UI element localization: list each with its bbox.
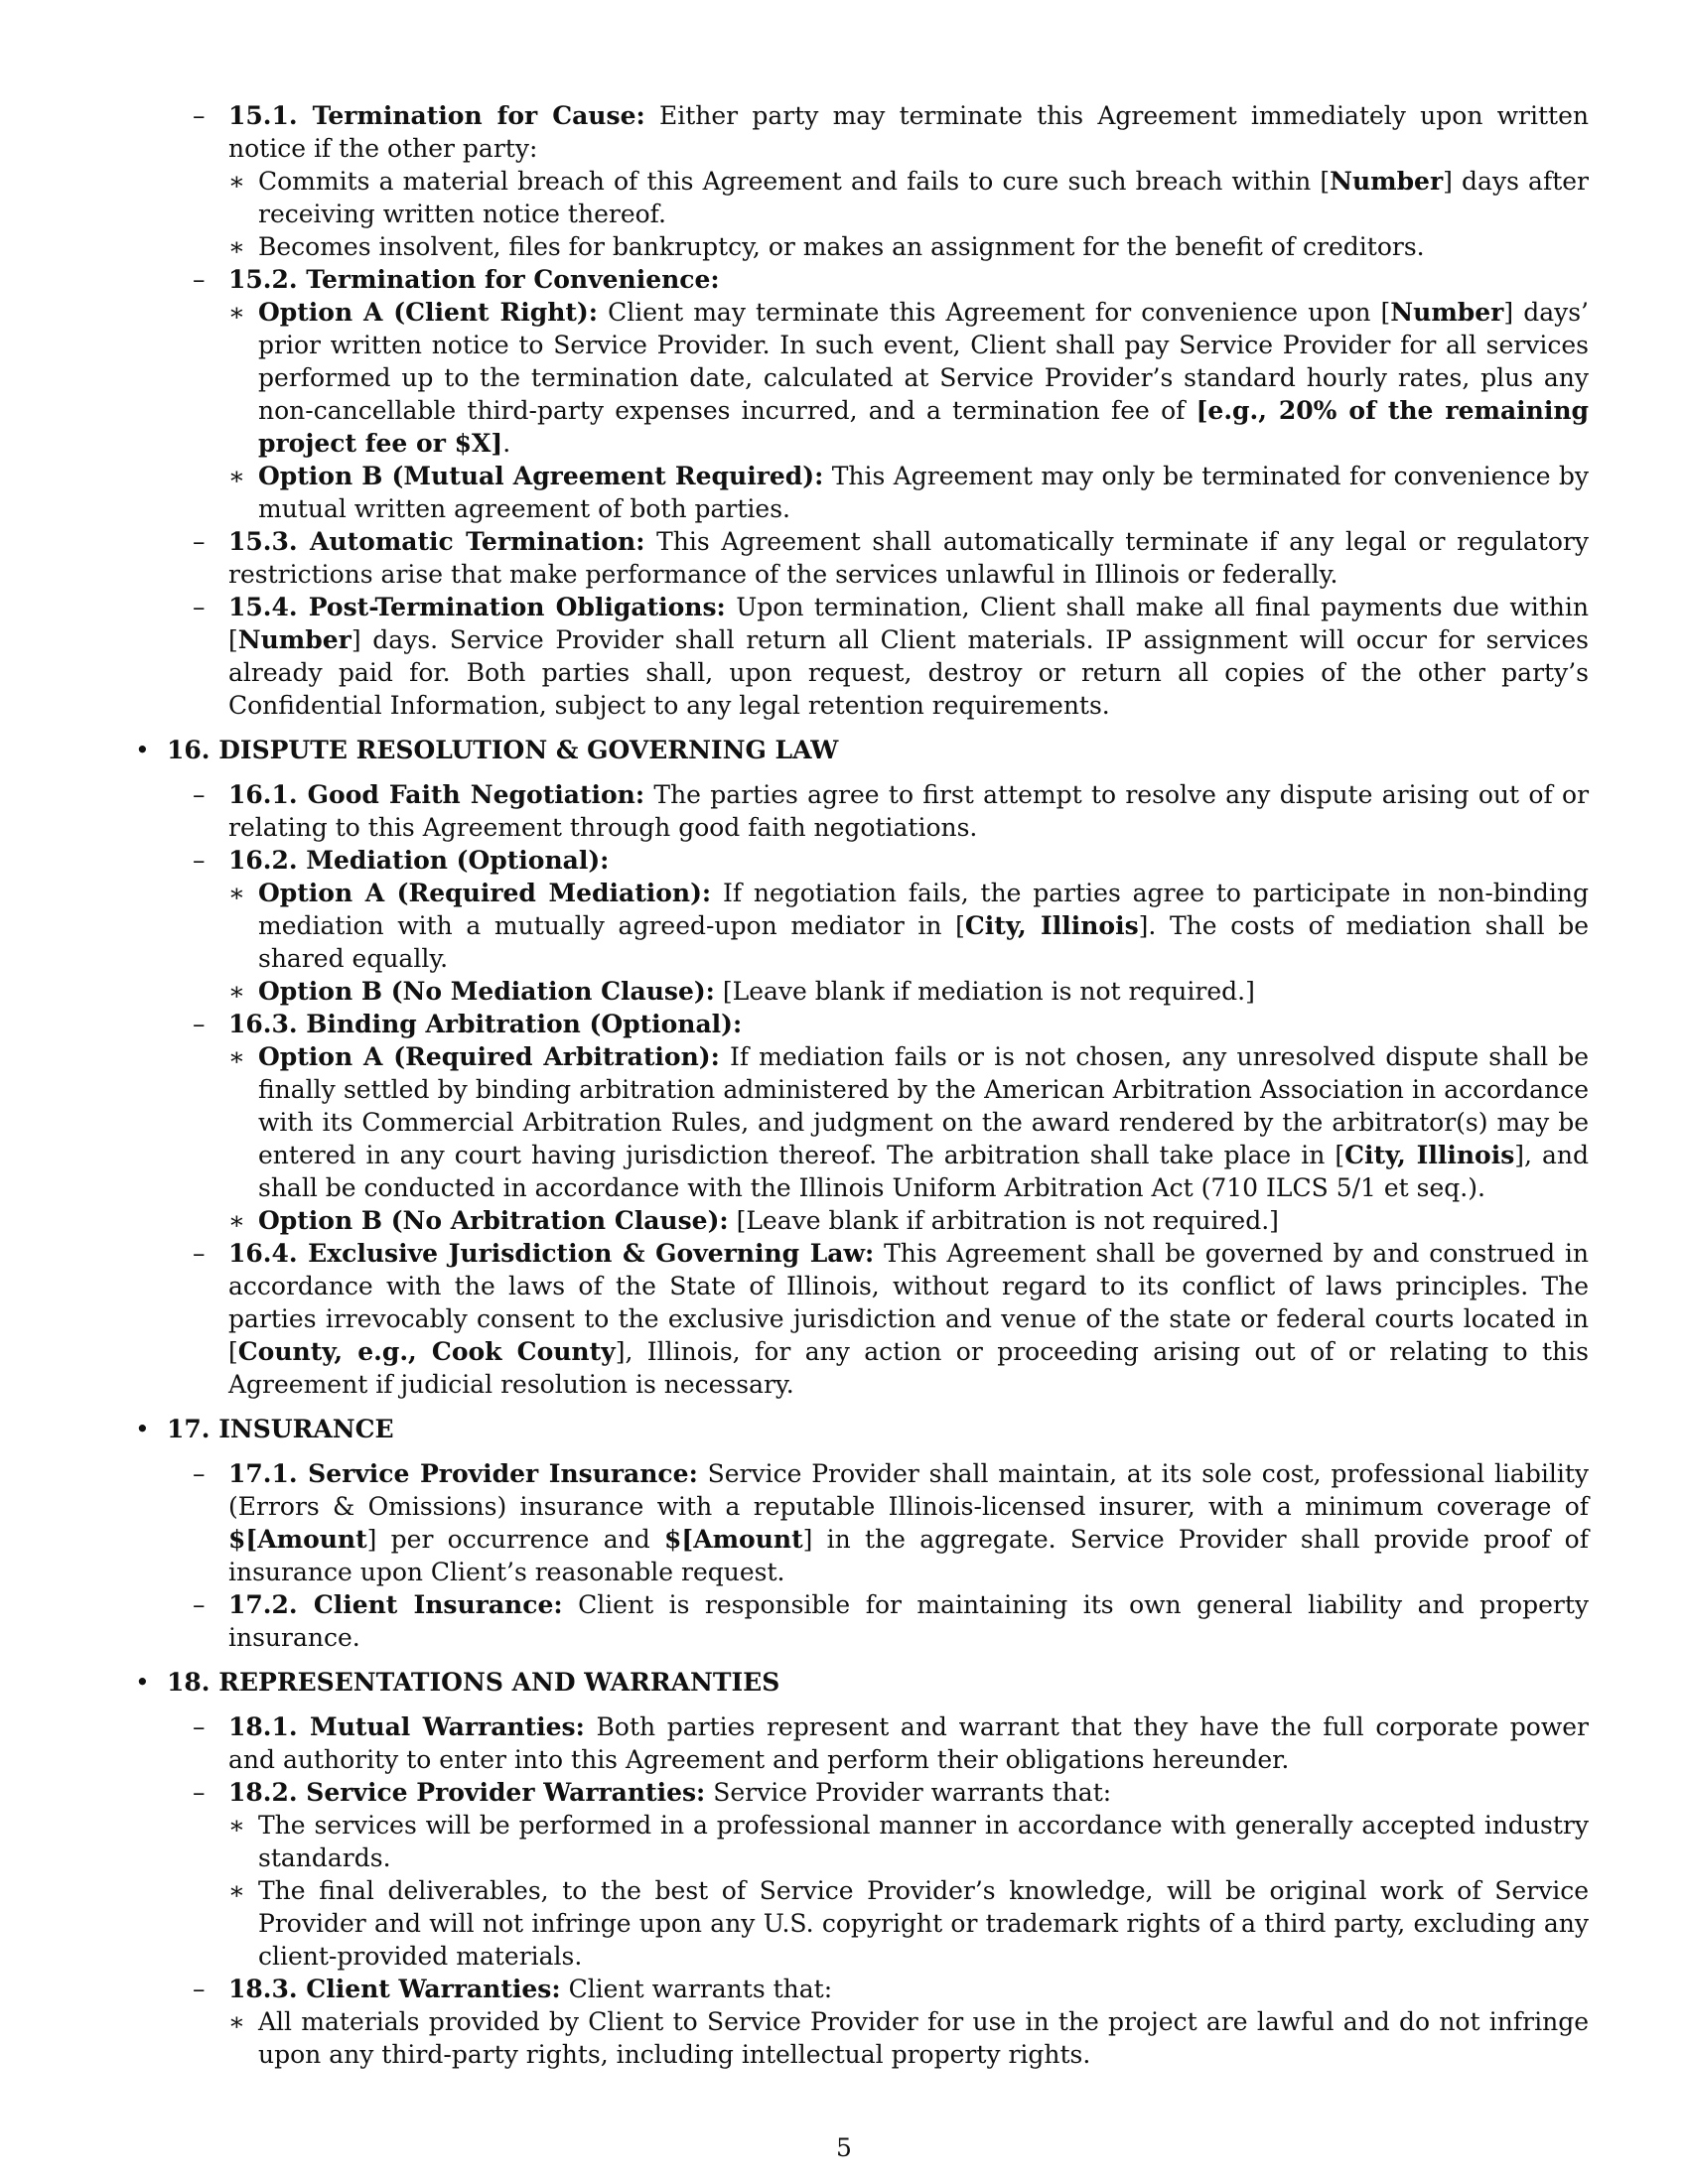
section-heading: 16. DISPUTE RESOLUTION & GOVERNING LAW <box>167 736 839 764</box>
clause-label: 15.2. Termination for Convenience: <box>228 265 720 294</box>
clause-text: Both parties represent and warrant that they have the full corporate power and authority to enter into this Agreement and perform their obligations hereunder. <box>228 1712 1590 1774</box>
star-marker: ∗ <box>228 1206 245 1235</box>
clause-16-2 <box>167 844 1589 1008</box>
option-16-3-a <box>228 1040 1589 1204</box>
placeholder-field: City, Illinois <box>964 911 1139 940</box>
placeholder-field: [e.g., 20% of the remaining project fee or $X] <box>258 396 1589 458</box>
clause-label: 17.1. Service Provider Insurance: <box>228 1459 698 1488</box>
item-text: All materials provided by Client to Service Provider for use in the project are lawful and do not infringe upon any third-party rights, including intellectual property rights. <box>258 2007 1589 2069</box>
placeholder-field: Number <box>237 625 352 654</box>
clause-text: Either party may terminate this Agreement immediately upon written notice if the other party: <box>228 101 1589 163</box>
dash-marker: – <box>193 1975 206 2003</box>
option-text: ], and shall be conducted in accordance with the Illinois Uniform Arbitration Act (710 ILCS 5/1 et seq.). <box>258 1141 1589 1202</box>
star-marker: ∗ <box>228 462 245 490</box>
option-15-2-b <box>228 460 1589 525</box>
clause-text: This Agreement shall automatically terminate if any legal or regulatory restrictions arise that make performance of the services unlawful in Illinois or federally. <box>228 527 1589 589</box>
bullet-marker: • <box>135 1668 150 1697</box>
star-marker: ∗ <box>228 1876 245 1905</box>
dash-marker: – <box>193 101 206 130</box>
section-heading: 18. REPRESENTATIONS AND WARRANTIES <box>167 1668 780 1697</box>
clause-text: ] in the aggregate. Service Provider shall provide proof of insurance upon Client’s reasonable request. <box>228 1525 1589 1586</box>
placeholder-field: Number <box>1330 167 1444 196</box>
star-marker: ∗ <box>228 298 245 327</box>
item-15-1-a <box>228 165 1589 230</box>
clause-label: 16.2. Mediation (Optional): <box>228 846 610 875</box>
star-marker: ∗ <box>228 167 245 196</box>
clause-17-1 <box>167 1457 1589 1588</box>
section-15 <box>119 99 1589 722</box>
dash-marker: – <box>193 846 206 875</box>
star-marker: ∗ <box>228 1042 245 1071</box>
clause-16-3 <box>167 1008 1589 1237</box>
star-marker: ∗ <box>228 879 245 907</box>
clause-label: 15.1. Termination for Cause: <box>228 101 645 130</box>
bullet-marker: • <box>135 1415 150 1443</box>
dash-marker: – <box>193 593 206 621</box>
clause-text: This Agreement shall be governed by and construed in accordance with the laws of the State of Illinois, without regard to its conflict of laws principles. The parties irrevocably consent to the exclusive jurisdiction and venue of the state or federal courts located in [ <box>228 1239 1590 1366</box>
clause-18-1 <box>167 1710 1589 1776</box>
clause-18-3 <box>167 1973 1589 2071</box>
star-marker: ∗ <box>228 1811 245 1840</box>
dash-marker: – <box>193 1010 206 1038</box>
clause-label: 16.1. Good Faith Negotiation: <box>228 780 645 809</box>
option-16-3-b <box>228 1204 1589 1237</box>
clause-16-4 <box>167 1237 1589 1401</box>
option-15-2-a <box>228 296 1589 460</box>
option-text: [Leave blank if arbitration is not required.] <box>736 1206 1279 1235</box>
item-18-2-a <box>228 1809 1589 1874</box>
item-18-3-a <box>228 2005 1589 2071</box>
clause-16-1 <box>167 778 1589 844</box>
clause-15-1 <box>167 99 1589 263</box>
clause-text: ] per occurrence and <box>366 1525 664 1554</box>
clause-15-4 <box>167 591 1589 722</box>
dash-marker: – <box>193 1239 206 1268</box>
dash-marker: – <box>193 527 206 556</box>
clause-label: 18.1. Mutual Warranties: <box>228 1712 585 1741</box>
option-label: Option B (No Mediation Clause): <box>258 977 715 1006</box>
clause-label: 17.2. Client Insurance: <box>228 1590 563 1619</box>
dash-marker: – <box>193 1778 206 1807</box>
option-text: This Agreement may only be terminated for convenience by mutual written agreement of both parties. <box>258 462 1589 523</box>
document-body <box>119 99 1589 2071</box>
clause-text: Upon termination, Client shall make all final payments due within [ <box>228 593 1590 654</box>
option-16-2-a <box>228 877 1589 975</box>
clause-18-2 <box>167 1776 1589 1973</box>
item-text: Commits a material breach of this Agreement and fails to cure such breach within [ <box>258 167 1331 196</box>
item-text: Becomes insolvent, files for bankruptcy, or makes an assignment for the benefit of creditors. <box>258 232 1425 261</box>
option-text: If mediation fails or is not chosen, any unresolved dispute shall be finally settled by binding arbitration administered by the American Arbitration Association in accordance with its Commercial Arbitration Rules, and judgment on the award rendered by the arbitrator(s) may be entered in any court having jurisdiction thereof. The arbitration shall take place in [ <box>258 1042 1590 1169</box>
option-text: [Leave blank if mediation is not required.] <box>722 977 1255 1006</box>
star-marker: ∗ <box>228 977 245 1006</box>
section-18 <box>119 1666 1589 2071</box>
section-heading: 17. INSURANCE <box>167 1415 394 1443</box>
option-text: ] days’ prior written notice to Service Provider. In such event, Client shall pay Service Provider for all services performed up to the termination date, calculated at Service Provider’s standard hourly rates, plus any non-cancellable third-party expenses incurred, and a termination fee of <box>258 298 1589 425</box>
clause-label: 18.2. Service Provider Warranties: <box>228 1778 706 1807</box>
item-text: The services will be performed in a professional manner in accordance with generally accepted industry standards. <box>258 1811 1589 1872</box>
clause-label: 16.3. Binding Arbitration (Optional): <box>228 1010 743 1038</box>
placeholder-field: $[Amount <box>663 1525 803 1554</box>
clause-text: ], Illinois, for any action or proceeding arising out of or relating to this Agreement if judicial resolution is necessary. <box>228 1337 1589 1399</box>
clause-text: Client is responsible for maintaining its own general liability and property insurance. <box>228 1590 1590 1652</box>
option-text: ]. The costs of mediation shall be shared equally. <box>258 911 1590 973</box>
dash-marker: – <box>193 780 206 809</box>
placeholder-field: County, e.g., Cook County <box>237 1337 616 1366</box>
option-label: Option A (Required Mediation): <box>258 879 712 907</box>
placeholder-field: $[Amount <box>228 1525 367 1554</box>
clause-17-2 <box>167 1588 1589 1654</box>
dash-marker: – <box>193 265 206 294</box>
section-16 <box>119 734 1589 1401</box>
dash-marker: – <box>193 1590 206 1619</box>
page-number: 5 <box>836 2133 852 2162</box>
placeholder-field: City, Illinois <box>1344 1141 1515 1169</box>
item-18-2-b <box>228 1874 1589 1973</box>
clause-text: Service Provider warrants that: <box>713 1778 1112 1807</box>
clause-label: 16.4. Exclusive Jurisdiction & Governing Law: <box>228 1239 875 1268</box>
item-text: ] days after receiving written notice thereof. <box>258 167 1589 228</box>
option-label: Option A (Required Arbitration): <box>258 1042 720 1071</box>
clause-text: Client warrants that: <box>568 1975 833 2003</box>
clause-label: 18.3. Client Warranties: <box>228 1975 561 2003</box>
clause-text: The parties agree to first attempt to resolve any dispute arising out of or relating to this Agreement through good faith negotiations. <box>228 780 1590 842</box>
dash-marker: – <box>193 1459 206 1488</box>
item-text: The final deliverables, to the best of Service Provider’s knowledge, will be original work of Service Provider and will not infringe upon any U.S. copyright or trademark rights of a third party, excluding any client-provided materials. <box>258 1876 1589 1971</box>
placeholder-field: Number <box>1390 298 1504 327</box>
section-17 <box>119 1413 1589 1654</box>
clause-label: 15.3. Automatic Termination: <box>228 527 645 556</box>
clause-text: Service Provider shall maintain, at its sole cost, professional liability (Errors & Omissions) insurance with a reputable Illinois-licensed insurer, with a minimum coverage of <box>228 1459 1589 1521</box>
clause-15-3 <box>167 525 1589 591</box>
option-text: . <box>502 429 511 458</box>
star-marker: ∗ <box>228 232 245 261</box>
star-marker: ∗ <box>228 2007 245 2036</box>
clause-15-2 <box>167 263 1589 525</box>
option-16-2-b <box>228 975 1589 1008</box>
option-label: Option B (No Arbitration Clause): <box>258 1206 729 1235</box>
dash-marker: – <box>193 1712 206 1741</box>
clause-text: ] days. Service Provider shall return all Client materials. IP assignment will occur for services already paid for. Both parties shall, upon request, destroy or return all copies of the other party’s Confidential Information, subject to any legal retention requirements. <box>228 625 1589 720</box>
option-label: Option A (Client Right): <box>258 298 598 327</box>
option-text: If negotiation fails, the parties agree to participate in non-binding mediation with a mutually agreed-upon mediator in [ <box>258 879 1589 940</box>
bullet-marker: • <box>135 736 150 764</box>
option-label: Option B (Mutual Agreement Required): <box>258 462 824 490</box>
clause-label: 15.4. Post-Termination Obligations: <box>228 593 726 621</box>
option-text: Client may terminate this Agreement for convenience upon [ <box>608 298 1391 327</box>
item-15-1-b <box>228 230 1589 263</box>
